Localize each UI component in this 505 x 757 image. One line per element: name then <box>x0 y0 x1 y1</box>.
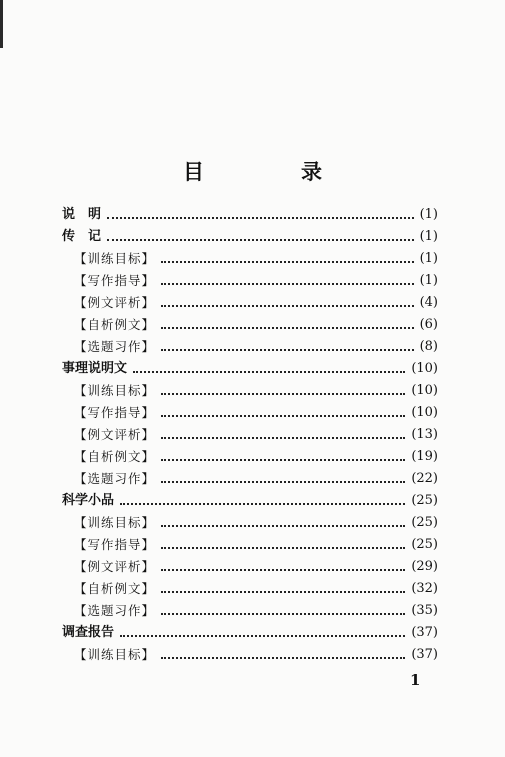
toc-entry-page: (8) <box>419 339 438 354</box>
toc-entry-label: 【训练目标】 <box>74 383 156 398</box>
toc-entry-label: 【选题习作】 <box>74 339 156 354</box>
dot-leader <box>161 590 405 593</box>
dot-leader <box>161 568 405 571</box>
toc-subsection-entry[interactable] <box>62 400 438 422</box>
toc-entry-page: (29) <box>411 559 438 574</box>
toc-subsection-entry[interactable] <box>62 444 438 466</box>
toc-entry-label: 【训练目标】 <box>74 515 156 530</box>
dot-leader <box>161 480 405 483</box>
toc-subsection-entry[interactable] <box>62 466 438 488</box>
toc-section-entry[interactable] <box>62 488 438 510</box>
toc-entry-label: 说 明 <box>62 207 102 222</box>
toc-subsection-entry[interactable] <box>62 510 438 532</box>
toc-subsection-entry[interactable] <box>62 422 438 444</box>
toc-subsection-entry[interactable] <box>62 268 438 290</box>
toc-subsection-entry[interactable] <box>62 598 438 620</box>
toc-entry-page: (37) <box>411 625 438 640</box>
toc-entry-page: (32) <box>411 581 438 596</box>
toc-entry-page: (10) <box>411 383 438 398</box>
toc-entry-page: (25) <box>411 537 438 552</box>
toc-entry-page: (10) <box>411 361 438 376</box>
toc-entry-label: 【训练目标】 <box>74 647 156 662</box>
toc-entry-page: (35) <box>411 603 438 618</box>
toc-entry-label: 【写作指导】 <box>74 273 156 288</box>
toc-entry-page: (4) <box>419 295 438 310</box>
toc-entry-label: 科学小品 <box>62 493 115 508</box>
toc-subsection-entry[interactable] <box>62 532 438 554</box>
page-edge-shadow <box>0 0 3 48</box>
toc-entry-label: 传 记 <box>62 229 102 244</box>
dot-leader <box>120 634 405 637</box>
toc-section-entry[interactable] <box>62 202 438 224</box>
toc-entry-label: 【自析例文】 <box>74 581 156 596</box>
dot-leader <box>161 260 414 263</box>
toc-entry-label: 【选题习作】 <box>74 603 156 618</box>
toc-entry-page: (1) <box>419 273 438 288</box>
dot-leader <box>161 524 405 527</box>
toc-subsection-entry[interactable] <box>62 334 438 356</box>
toc-entry-label: 事理说明文 <box>62 361 128 376</box>
toc-entry-page: (25) <box>411 493 438 508</box>
dot-leader <box>107 216 414 219</box>
toc-subsection-entry[interactable] <box>62 312 438 334</box>
toc-entry-label: 【写作指导】 <box>74 537 156 552</box>
table-of-contents <box>62 202 438 664</box>
toc-subsection-entry[interactable] <box>62 378 438 400</box>
dot-leader <box>161 656 405 659</box>
dot-leader <box>161 326 414 329</box>
toc-entry-label: 【例文评析】 <box>74 295 156 310</box>
dot-leader <box>161 458 405 461</box>
toc-entry-label: 【训练目标】 <box>74 251 156 266</box>
page-number: 1 <box>410 671 421 689</box>
toc-entry-label: 【自析例文】 <box>74 449 156 464</box>
toc-entry-label: 调查报告 <box>62 625 115 640</box>
dot-leader <box>107 238 414 241</box>
toc-subsection-entry[interactable] <box>62 642 438 664</box>
dot-leader <box>161 392 405 395</box>
toc-entry-page: (1) <box>419 207 438 222</box>
toc-entry-label: 【选题习作】 <box>74 471 156 486</box>
toc-subsection-entry[interactable] <box>62 576 438 598</box>
toc-entry-page: (37) <box>411 647 438 662</box>
toc-entry-label: 【写作指导】 <box>74 405 156 420</box>
dot-leader <box>161 612 405 615</box>
dot-leader <box>161 304 414 307</box>
dot-leader <box>161 436 405 439</box>
page-title: 目 录 <box>183 160 360 184</box>
toc-entry-label: 【例文评析】 <box>74 427 156 442</box>
toc-section-entry[interactable] <box>62 356 438 378</box>
toc-entry-page: (25) <box>411 515 438 530</box>
toc-entry-label: 【自析例文】 <box>74 317 156 332</box>
toc-entry-page: (22) <box>411 471 438 486</box>
toc-entry-page: (1) <box>419 251 438 266</box>
toc-section-entry[interactable] <box>62 224 438 246</box>
toc-entry-page: (13) <box>411 427 438 442</box>
toc-entry-page: (6) <box>419 317 438 332</box>
toc-entry-label: 【例文评析】 <box>74 559 156 574</box>
dot-leader <box>161 414 405 417</box>
dot-leader <box>161 546 405 549</box>
toc-entry-page: (19) <box>411 449 438 464</box>
toc-subsection-entry[interactable] <box>62 290 438 312</box>
toc-section-entry[interactable] <box>62 620 438 642</box>
toc-entry-page: (1) <box>419 229 438 244</box>
toc-subsection-entry[interactable] <box>62 246 438 268</box>
dot-leader <box>120 502 405 505</box>
dot-leader <box>161 282 414 285</box>
toc-entry-page: (10) <box>411 405 438 420</box>
toc-subsection-entry[interactable] <box>62 554 438 576</box>
dot-leader <box>133 370 405 373</box>
dot-leader <box>161 348 414 351</box>
